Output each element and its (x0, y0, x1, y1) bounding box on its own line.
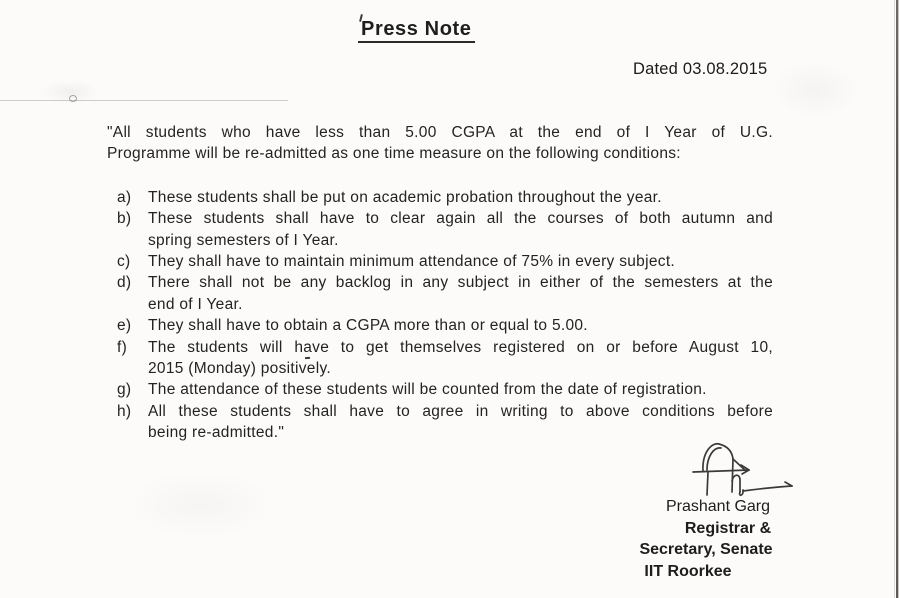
page-title: Press Note (358, 17, 475, 43)
condition-item-g (107, 379, 773, 400)
intro-paragraph (107, 122, 773, 165)
condition-item-e (107, 315, 773, 336)
scan-smudge (120, 470, 280, 540)
condition-item-f (107, 337, 773, 380)
scan-smudge (770, 60, 860, 120)
condition-line: All these students shall have to agree in writing to above conditions before (148, 402, 773, 420)
intro-line: Programme will be re-admitted as one time measure on the following conditions: (107, 145, 681, 163)
condition-line: These students shall be put on academic probation throughout the year. (148, 188, 662, 206)
condition-text (148, 208, 773, 251)
condition-letter: a) (117, 188, 132, 206)
title-block (358, 17, 475, 43)
condition-letter: b) (117, 210, 132, 228)
condition-text (148, 187, 773, 208)
signatory-name: Prashant Garg (665, 498, 771, 515)
condition-line: These students shall have to clear again all the courses of both autumn and (148, 210, 773, 228)
condition-text (148, 379, 773, 400)
date-label: Dated 03.08.2015 (633, 60, 768, 78)
condition-letter: e) (117, 317, 132, 335)
condition-line: The attendance of these students will be counted from the date of registration. (148, 381, 707, 399)
handwritten-signature-scribble (688, 440, 803, 500)
condition-line: They shall have to maintain minimum attendance of 75% in every subject. (148, 253, 676, 271)
condition-line: 2015 (Monday) positively. (148, 360, 331, 378)
ink-dash-artifact (305, 357, 310, 359)
signatory-institute: IIT Roorkee (644, 562, 732, 580)
paper-edge-faint-line (894, 0, 895, 598)
scan-line-artifact (0, 100, 288, 101)
condition-text (148, 251, 773, 272)
condition-item-d (107, 272, 773, 315)
condition-line: end of I Year. (148, 295, 243, 313)
condition-line: They shall have to obtain a CGPA more than or equal to 5.00. (148, 317, 588, 335)
document-body (107, 122, 773, 444)
conditions-list (107, 187, 773, 444)
condition-text (148, 337, 773, 380)
condition-line: being re-admitted." (148, 424, 285, 442)
condition-item-b (107, 208, 773, 251)
intro-line: "All students who have less than 5.00 CGPA at the end of I Year of U.G. (107, 124, 773, 141)
signatory-designation-secretary: Secretary, Senate (639, 541, 773, 559)
condition-text (148, 315, 773, 336)
condition-item-h (107, 401, 773, 444)
condition-line: The students will have to get themselves registered on or before August 10, (148, 338, 773, 356)
condition-text (148, 401, 773, 444)
condition-letter: h) (117, 402, 132, 420)
condition-line: There shall not be any backlog in any subject in either of the semesters at the (148, 274, 773, 292)
condition-line: spring semesters of I Year. (148, 231, 339, 249)
signature-block (630, 496, 778, 582)
condition-letter: f) (117, 338, 128, 356)
scan-speck-artifact (69, 95, 77, 102)
signatory-designation-registrar: Registrar & (684, 519, 772, 537)
condition-text (148, 272, 773, 315)
condition-letter: g) (117, 381, 132, 399)
condition-letter: d) (117, 274, 132, 292)
condition-item-a (107, 187, 773, 208)
condition-item-c (107, 251, 773, 272)
condition-letter: c) (117, 253, 131, 271)
